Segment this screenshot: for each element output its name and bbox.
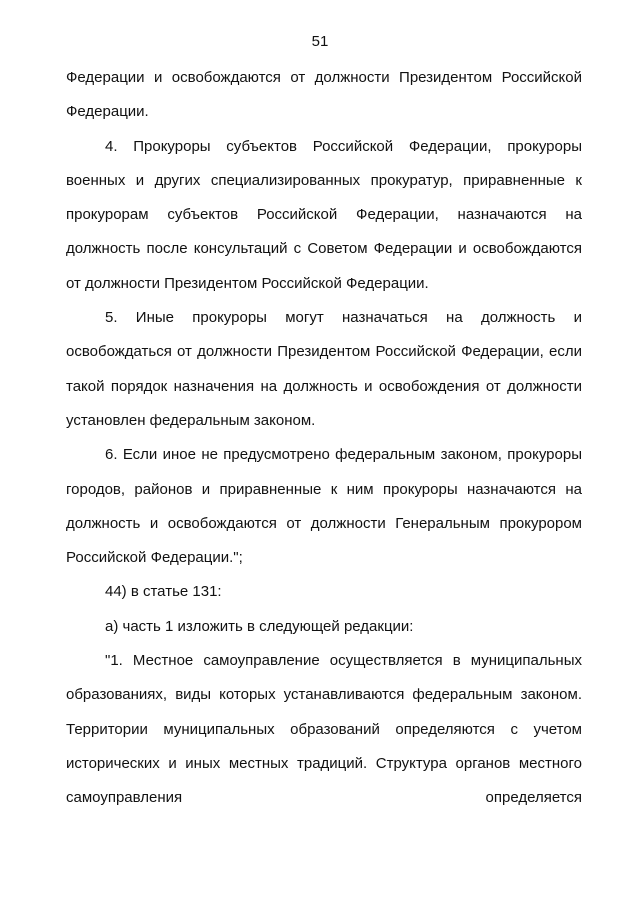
paragraph-item-6: 6. Если иное не предусмотрено федеральным законом, прокуроры городов, районов и приравненные к ним прокуроры назначаются на должность и освобождаются от должности Генеральным прокурором Российской Федерации."; [66,446,582,567]
paragraph-subitem-a: а) часть 1 изложить в следующей редакции: [105,617,414,635]
page-number: 51 [311,33,329,50]
document-body [66,61,582,816]
paragraph-article-131: 44) в статье 131: [105,583,222,601]
paragraph-continuation: Федерации и освобождаются от должности Президентом Российской Федерации. [66,69,582,121]
paragraph-item-5: 5. Иные прокуроры могут назначаться на должность и освобождаться от должности Президентом Российской Федерации, если такой порядок назначения на должность и освобождения от должности установлен федеральным законом. [66,309,582,429]
paragraph-quoted-part-1: "1. Местное самоуправление осуществляется в муниципальных образованиях, виды которых устанавливаются федеральным законом. Территории муниципальных образований определяются с учетом исторических и иных местных традиций. Структура органов местного самоуправления определяется [66,652,582,807]
paragraph-item-4: 4. Прокуроры субъектов Российской Федерации, прокуроры военных и других специализированных прокуратур, приравненные к прокурорам субъектов Российской Федерации, назначаются на должность после консультаций с Советом Федерации и освобождаются от должности Президентом Российской Федерации. [66,137,582,292]
